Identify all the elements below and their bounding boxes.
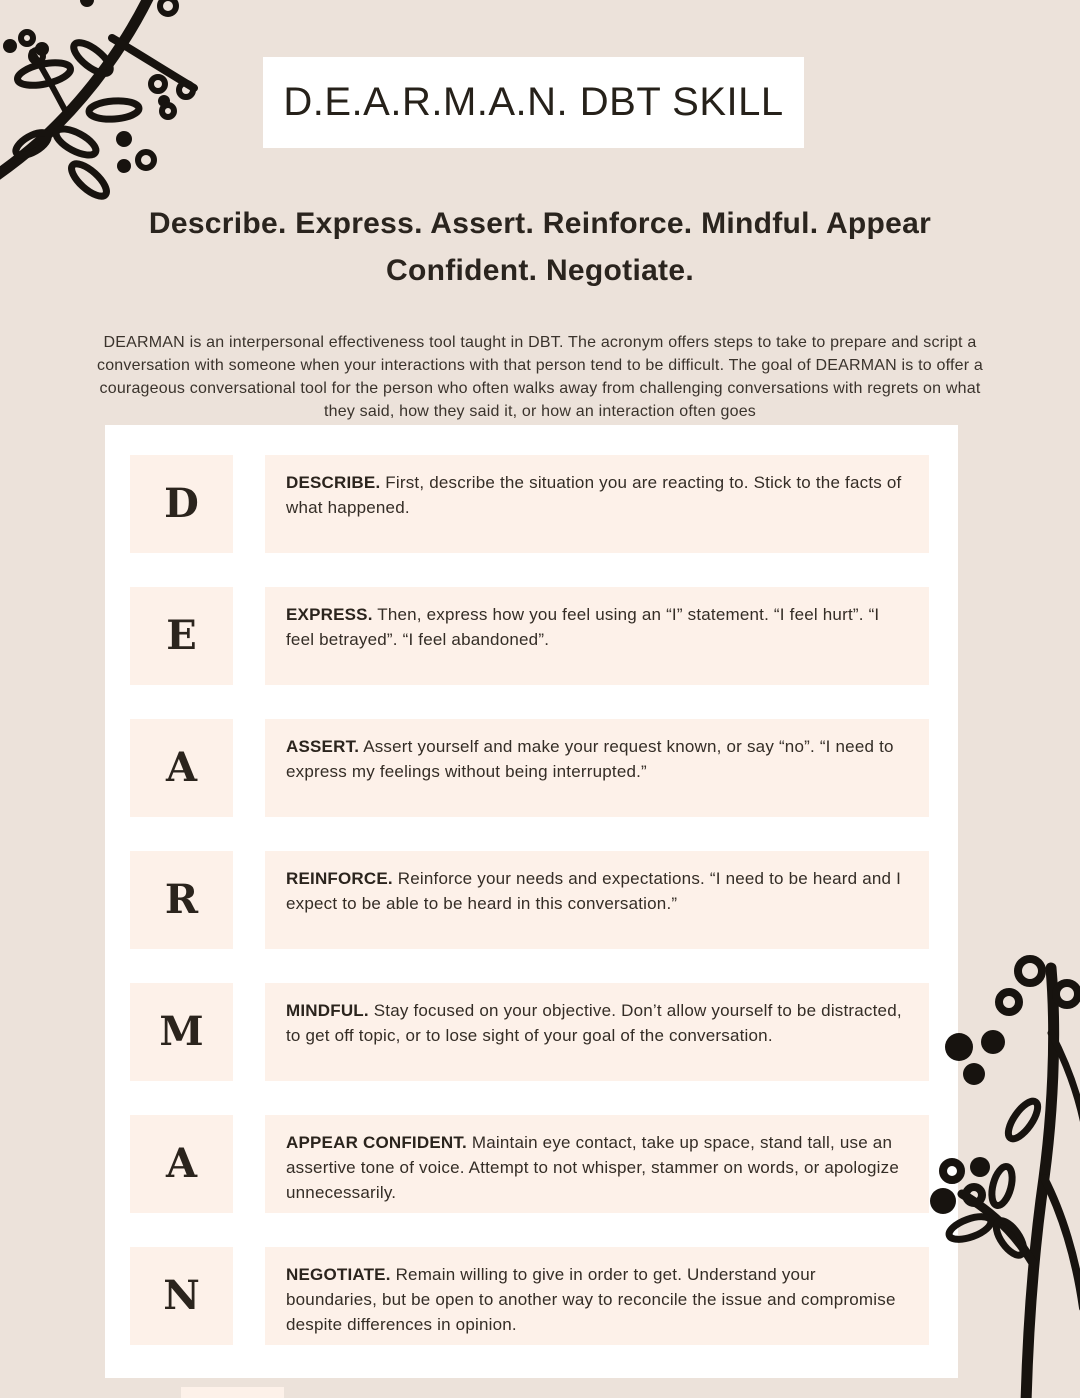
skill-term: DESCRIBE.: [286, 473, 381, 492]
skill-description: Maintain eye contact, take up space, stand tall, use an assertive tone of voice. Attempt to not whisper, stammer on words, or apologize unnecessarily.: [286, 1133, 899, 1202]
skill-term: REINFORCE.: [286, 869, 393, 888]
skill-text-box: [265, 719, 929, 817]
skill-row-negotiate: [130, 1247, 929, 1345]
skill-letter: R: [164, 876, 199, 923]
branch-berries-hollow: [21, 0, 193, 168]
subtitle: Describe. Express. Assert. Reinforce. Mindful. Appear Confident. Negotiate.: [148, 207, 932, 287]
skill-row-mindful: [130, 983, 929, 1081]
skill-description: Then, express how you feel using an “I” statement. “I feel hurt”. “I feel betrayed”. “I feel abandoned”.: [286, 605, 880, 649]
next-section-letter-box-partial: [181, 1387, 284, 1398]
branch-berries-solid: [3, 0, 170, 173]
skill-letter-box: [130, 719, 233, 817]
skill-row-describe: [130, 455, 929, 553]
skill-description: Reinforce your needs and expectations. “I need to be heard and I expect to be able to be heard in this conversation.”: [286, 869, 902, 913]
intro-paragraph: DEARMAN is an interpersonal effectiveness tool taught in DBT. The acronym offers steps to take to prepare and script a conversation with someone when your interactions with that person tend to be difficult. The goal of DEARMAN is to offer a courageous conversational tool for the person who often walks away from challenging conversations with regrets on what they said, how they said it, or how an interaction often goes: [97, 334, 983, 420]
branch-with-berries-icon: [0, 0, 229, 212]
skill-text-box: [265, 983, 929, 1081]
branch-berries-hollow: [943, 959, 1078, 1203]
skills-card: [105, 425, 958, 1378]
skill-row-reinforce: [130, 851, 929, 949]
skill-term: MINDFUL.: [286, 1001, 369, 1020]
skill-term: ASSERT.: [286, 737, 360, 756]
skill-letter: N: [163, 1272, 200, 1319]
skill-term: EXPRESS.: [286, 605, 373, 624]
skill-term: APPEAR CONFIDENT.: [286, 1133, 467, 1152]
branch-stems: [0, 0, 194, 184]
branch-leaves: [12, 37, 139, 201]
skill-letter-box: [130, 1115, 233, 1213]
skill-row-assert: [130, 719, 929, 817]
skill-letter: E: [166, 612, 197, 659]
title-banner: [263, 57, 804, 148]
skill-text-box: [265, 1115, 929, 1213]
skill-letter-box: [130, 1247, 233, 1345]
skill-letter-box: [130, 983, 233, 1081]
skill-letter-box: [130, 851, 233, 949]
skill-text-box: [265, 587, 929, 685]
skill-description: Assert yourself and make your request known, or say “no”. “I need to express my feelings without being interrupted.”: [286, 737, 894, 781]
skill-letter: M: [159, 1008, 204, 1055]
branch-leaves: [946, 1097, 1043, 1260]
skill-text-box: [265, 851, 929, 949]
skill-row-express: [130, 587, 929, 685]
skill-description: Stay focused on your objective. Don’t allow yourself to be distracted, to get off topic, or to lose sight of your goal of the conversation.: [286, 1001, 902, 1045]
branch-stems: [962, 968, 1080, 1398]
skill-description: Remain willing to give in order to get. Understand your boundaries, but be open to another way to reconcile the issue and compromise despite differences in opinion.: [286, 1265, 896, 1334]
skill-letter: A: [165, 744, 198, 791]
page-title: D.E.A.R.M.A.N. DBT SKILL: [283, 80, 784, 124]
skill-text-box: [265, 455, 929, 553]
skill-letter-box: [130, 587, 233, 685]
skill-text-box: [265, 1247, 929, 1345]
skill-letter: D: [164, 480, 199, 527]
skill-row-appear-confident: [130, 1115, 929, 1213]
skill-letter-box: [130, 455, 233, 553]
skill-letter: A: [165, 1140, 198, 1187]
skill-description: First, describe the situation you are reacting to. Stick to the facts of what happened.: [286, 473, 902, 517]
skill-term: NEGOTIATE.: [286, 1265, 391, 1284]
